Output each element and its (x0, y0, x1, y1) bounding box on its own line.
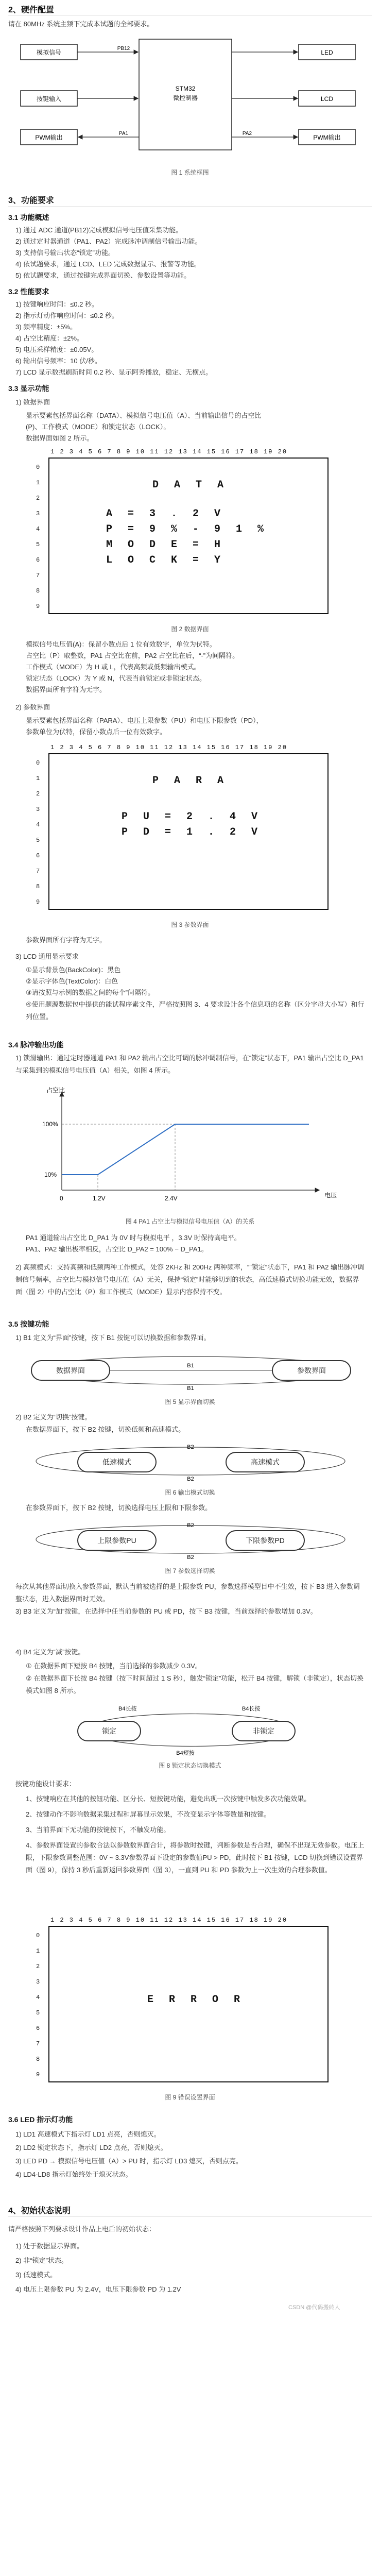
list-item: 3、当前界面下无功能的按键按下，不触发功能。 (26, 1826, 170, 1834)
s31-title: 3.1 功能概述 (8, 213, 49, 222)
list-item: 1) LD1 高速模式下指示灯 LD1 点亮，否则熄灭。 (15, 2130, 161, 2138)
duty-cycle-chart (31, 1082, 350, 1211)
data-screen-state: 数据界面 (31, 1360, 110, 1381)
svg-text:PA2: PA2 (242, 131, 252, 137)
s34-after4 (26, 1232, 241, 1255)
figure-6-caption: 图 6 输出模式切换 (165, 1489, 215, 1496)
lcd-data-screen (48, 457, 329, 614)
section-3-title: 3、功能要求 (8, 196, 54, 205)
watermark: CSDN @代码搬砖人 (288, 2304, 340, 2311)
paragraph-line: 模拟信号电压值(A)：保留小数点后 1 位有效数字，单位为伏特。 (26, 640, 216, 648)
s36-title: 3.6 LED 指示灯功能 (8, 2115, 73, 2124)
system-block-diagram (10, 34, 371, 163)
s33-sub1: 1) 数据界面 (15, 398, 50, 406)
low-speed-state: 低速模式 (77, 1452, 157, 1472)
s32-list (15, 299, 212, 378)
list-item: 4) 占空比精度：±2%。 (15, 334, 84, 342)
svg-text:B2: B2 (187, 1444, 194, 1450)
s35-k2: 2) B2 定义为“切换”按键。 (15, 1413, 92, 1421)
lcd-reqs (26, 964, 371, 1023)
column-ruler: 1 2 3 4 5 6 7 8 9 10 11 12 13 14 15 16 17 18 19 20 (50, 744, 288, 751)
duty-curve (62, 1124, 309, 1175)
list-item: 2、按键动作不影响数据采集过程和屏幕显示效果，不改变显示字体等数量和按键。 (26, 1810, 271, 1818)
paragraph: 每次从其他界面切换入参数界面，默认当前被选择的是上限参数 PU，参数选择模型目中不生效，按下 B3 进入参数调整状态，进入数据界面时无效。 (15, 1583, 360, 1603)
list-item: 1、按键响应在其他的按钮功能、区分长、短按键功能，避免出现一次按键中触发多次功能效果。 (26, 1795, 311, 1803)
s33-title: 3.3 显示功能 (8, 384, 49, 393)
paragraph-line: PA1 通道输出占空比 D_PA1 为 0V 时与模拟电平 ，3.3V 时保持高电平。 (26, 1234, 241, 1242)
paragraph-line: 数据界面如图 2 所示。 (26, 434, 94, 442)
list-item: 1) 按键响应时间：≤0.2 秒。 (15, 300, 98, 308)
list-item: 3) 支持信号输出状态“锁定”功能。 (15, 249, 115, 257)
figure-4-caption: 图 4 PA1 占空比与模拟信号电压值（A）的关系 (125, 1218, 255, 1225)
figure-8-caption: 图 8 锁定状态切换模式 (159, 1762, 221, 1769)
y-tick-100: 100% (42, 1121, 58, 1128)
s35-k2b: 在数据界面下，按下 B2 按键，切换低频和高速模式。 (26, 1426, 185, 1433)
figure-9-caption: 图 9 错误设置界面 (165, 2094, 215, 2101)
divider (8, 206, 372, 207)
block-pwm-right-label: PWM输出 (313, 134, 341, 141)
block-key-label: 按键输入 (36, 95, 62, 103)
section-2-title: 2、硬件配置 (8, 6, 54, 14)
list-item: 3) LED PD → 模拟信号电压值（A）> PU 时，指示灯 LD3 熄灭，否则点亮。 (15, 2157, 243, 2165)
locked-state: 锁定 (77, 1721, 141, 1741)
svg-text:B2: B2 (187, 1476, 194, 1482)
list-item: 2) 通过定时器通道（PA1、PA2）完成脉冲调制信号输出功能。 (15, 238, 202, 245)
fig8-top-label: B4长按 (118, 1706, 137, 1712)
figure-2-caption: 图 2 数据界面 (171, 625, 209, 633)
row-ruler: 0 1 2 3 4 5 6 7 8 9 (36, 1932, 40, 2078)
para-screen-figure (36, 744, 345, 914)
list-item: ④使用题源数据包中提供的能试程序素文件，严格按照图 3、4 要求设计各个信息项的名称（区分字母大小写）和行列位置。 (26, 1001, 365, 1021)
list-item: ② 在数据界面下长按 B4 按键（按下时间超过 1 S 秒），触发“锁定”功能，松开 B4 按键，解锁（非锁定），状态切换模式如图 8 所示。 (26, 1674, 364, 1694)
s34-para2: 2) 高频模式：支持高频和低频两种工作模式，处容 2KHz 和 200Hz 两种频率，“”锁定”状态下，PA1 和 PA2 输出脉冲调制信号频率，占空比与模拟信号电压值（A）无关，保持“锁定”时能够切到的状态，高低速模式切换功能无效，数据界面（图 2）中的占空比（P）和工作模式（MODE）显示内容保持不变。 (15, 1263, 365, 1296)
paragraph-line: (P)、工作模式（MODE）和锁定状态（LOCK）。 (26, 423, 170, 431)
s33-sub1-desc (26, 410, 261, 444)
list-item: 3) 低速模式。 (15, 2271, 57, 2279)
para-screen-state: 参数界面 (272, 1360, 351, 1381)
list-item: 5) 电压采样精度：±0.05V。 (15, 346, 98, 353)
screen-pu: P U = 2 . 4 V (122, 811, 263, 823)
fig7-loop (21, 1518, 360, 1561)
screen-duty: P = 9 % - 9 1 % (106, 523, 269, 535)
s36-list (15, 2128, 243, 2181)
s35-k4: 4) B4 定义为“减”按键。 (15, 1648, 85, 1656)
s4-list (15, 2239, 181, 2297)
paragraph-line: 数据界面所有字符为无字。 (26, 686, 107, 693)
figure-5-caption: 图 5 显示界面切换 (165, 1398, 215, 1405)
s35-k1: 1) B1 定义为“界面”按键，按下 B1 按键可以切换数据和参数界面。 (15, 1334, 211, 1342)
fig5-button-top: B1 (187, 1363, 194, 1369)
list-item: 4) 依试题要求，通过 LCD、LED 完成数据显示、报警等功能。 (15, 260, 201, 268)
paragraph-line: 参数单位为伏特，保留小数点后一位有效数字。 (26, 728, 167, 736)
y-tick-10: 10% (44, 1171, 57, 1178)
figure-1-caption: 图 1 系统框图 (171, 169, 209, 176)
fig6-loop (21, 1439, 360, 1483)
s33-after3: 参数界面所有字符为无字。 (26, 936, 107, 944)
list-item: ②显示字体色(TextColor)：白色 (26, 977, 118, 985)
s35-k2c: 在参数界面下，按下 B2 按键，切换选择电压上限和下限参数。 (26, 1504, 212, 1512)
screen-lock: L O C K = Y (106, 554, 226, 566)
error-screen-figure (36, 1917, 345, 2087)
high-speed-state: 高速模式 (226, 1452, 305, 1472)
fig8-bottom-label: B4短按 (176, 1750, 195, 1756)
s34-title: 3.4 脉冲输出功能 (8, 1041, 64, 1049)
pu-param-state: 上限参数PU (77, 1530, 157, 1551)
column-ruler: 1 2 3 4 5 6 7 8 9 10 11 12 13 14 15 16 17 18 19 20 (50, 448, 288, 455)
section-2-intro: 请在 80MHz 系统主频下完成本试题的全部要求。 (8, 20, 154, 28)
x-tick-1: 1.2V (93, 1195, 106, 1202)
unlocked-state: 非锁定 (232, 1721, 296, 1741)
x-tick-0: 0 (60, 1195, 63, 1202)
figure-3-caption: 图 3 参数界面 (171, 921, 209, 928)
row-ruler: 0 1 2 3 4 5 6 7 8 9 (36, 759, 40, 906)
block-analog-label: 模拟信号 (36, 49, 62, 56)
screen-mode: M O D E = H (106, 539, 226, 551)
list-item: 5) 依试题要求，通过按键完成界面切换、参数设置等功能。 (15, 272, 191, 279)
s34-intro: 1) 锁滑输出：通过定时器通道 PA1 和 PA2 输出占空比可调的脉冲调制信号，在“锁定”状态下，PA1 输出占空比 D_PA1 与采集到的模拟信号电压值（A）相关，如图 4 所示。 (15, 1054, 364, 1074)
list-item: 4) LD4-LD8 指示灯始终处于熄灭状态。 (15, 2171, 132, 2178)
screen-title-data: D A T A (152, 479, 229, 491)
divider (8, 2216, 372, 2217)
screen-pd: P D = 1 . 2 V (122, 826, 263, 838)
paragraph-line: PA1、PA2 输出极率相反，占空比 D_PA2 = 100% − D_PA1。 (26, 1245, 208, 1253)
y-axis-label: 占空比 (46, 1087, 65, 1094)
s32-title: 3.2 性能要求 (8, 287, 49, 296)
generic-title: 按键功能设计要求： (15, 1780, 76, 1788)
svg-text:B2: B2 (187, 1554, 194, 1561)
row-ruler: 0 1 2 3 4 5 6 7 8 9 (36, 464, 40, 610)
svg-text:PB12: PB12 (117, 46, 130, 52)
paragraph-line: 显示要素包括界面名称（DATA）、模拟信号电压值（A）、当前输出信号的占空比 (26, 412, 262, 419)
s33-sub3: 3) LCD 通用显示要求 (15, 953, 79, 960)
svg-text:B4长按: B4长按 (242, 1706, 261, 1712)
paragraph-line: 工作模式（MODE）为 H 或 L，代表高频或低频输出模式。 (26, 663, 201, 671)
column-ruler: 1 2 3 4 5 6 7 8 9 10 11 12 13 14 15 16 17 18 19 20 (50, 1917, 288, 1924)
paragraph: 3) B3 定义为“加”按键，在选择中任当前参数的 PU 或 PD，按下 B3 按键，当前选择的参数增加 0.3V。 (15, 1607, 317, 1615)
paragraph-line: 显示要素包括界面名称（PARA）、电压上限参数（PU）和电压下限参数（PD）， (26, 717, 263, 724)
s31-list (15, 225, 201, 281)
screen-title-para: P A R A (152, 775, 229, 787)
pd-param-state: 下限参数PD (226, 1530, 305, 1551)
svg-text:PA1: PA1 (118, 131, 129, 137)
s35-k2d (15, 1581, 366, 1618)
list-item: ③请按照与示例的数据之间的每个”间隔符。 (26, 989, 154, 996)
list-item: ①显示背景色(BackColor)：黑色 (26, 966, 121, 974)
block-lcd-label: LCD (320, 95, 334, 103)
block-pwm-left-label: PWM输出 (35, 134, 63, 141)
list-item: ① 在数据界面下短按 B4 按键，当前选择的参数减少 0.3V。 (26, 1662, 202, 1670)
paragraph-line: 占空比（P）取整数，PA1 占空比在前，PA2 占空比在后，“-”为间隔符。 (26, 652, 239, 659)
mcu-label-1: STM32 (175, 85, 196, 92)
s35-title: 3.5 按键功能 (8, 1320, 49, 1328)
s33-after2 (26, 639, 239, 696)
s33-sub2: 2) 参数界面 (15, 703, 50, 711)
generic-reqs (26, 1793, 366, 1876)
x-axis-label: 电压 (324, 1192, 337, 1199)
list-item: 4、参数界面设置的参数合法以参数数界面合计，将参数时按键，判断参数是否合理，确保不出现无效参数。电压上限，下限参数调整范围：0V ~ 3.3V参数界面下设定的参数值PU > PD，此时按下 B1 按键，LCD 切换到错误设置界面（图 9），保持 3 秒后重新返回参数界面（图 3），一直到 PU 和 PD 参数为上一次生效的合理参数值。 (26, 1841, 365, 1874)
list-item: 3) 频率精度：±5%。 (15, 323, 77, 331)
section-4-title: 4、初始状态说明 (8, 2207, 71, 2215)
list-item: 6) 输出信号频率：10 伏/秒。 (15, 357, 101, 365)
list-item: 2) 非“锁定”状态。 (15, 2257, 68, 2264)
fig5-button-bottom: B1 (187, 1385, 194, 1392)
s33-sub2-desc (26, 715, 263, 738)
data-screen-figure (36, 448, 345, 618)
paragraph-line: 锁定状态（LOCK）为 Y 或 N，代表当前锁定或非锁定状态。 (26, 674, 206, 682)
screen-error: E R R O R (147, 1994, 245, 2006)
figure-7-caption: 图 7 参数选择切换 (165, 1567, 215, 1574)
block-led-label: LED (321, 49, 333, 56)
mcu-label-2: 微控制器 (172, 94, 198, 101)
list-item: 2) LD2 锁定状态下，指示灯 LD2 点亮，否则熄灭。 (15, 2144, 167, 2151)
divider (8, 15, 372, 16)
lcd-para-screen (48, 753, 329, 910)
list-item: 2) 指示灯动作响应时间：≤0.2 秒。 (15, 312, 118, 319)
list-item: 4) 电压上限参数 PU 为 2.4V，电压下限参数 PD 为 1.2V (15, 2285, 181, 2293)
lcd-error-screen (48, 1926, 329, 2082)
list-item: 7) LCD 显示数据刷新时间 0.2 秒、显示阿秀播放，稳定、无横点。 (15, 368, 213, 376)
list-item: 1) 处于数据显示界面。 (15, 2242, 84, 2250)
screen-voltage: A = 3 . 2 V (106, 508, 226, 520)
section-4-intro: 请严格按照下列要求设计作品上电后的初始状态： (8, 2225, 156, 2233)
x-tick-2: 2.4V (165, 1195, 178, 1202)
s35-k4-list (26, 1660, 366, 1697)
list-item: 1) 通过 ADC 通道(PB12)完成模拟信号电压值采集功能。 (15, 226, 183, 234)
svg-text:B2: B2 (187, 1522, 194, 1529)
